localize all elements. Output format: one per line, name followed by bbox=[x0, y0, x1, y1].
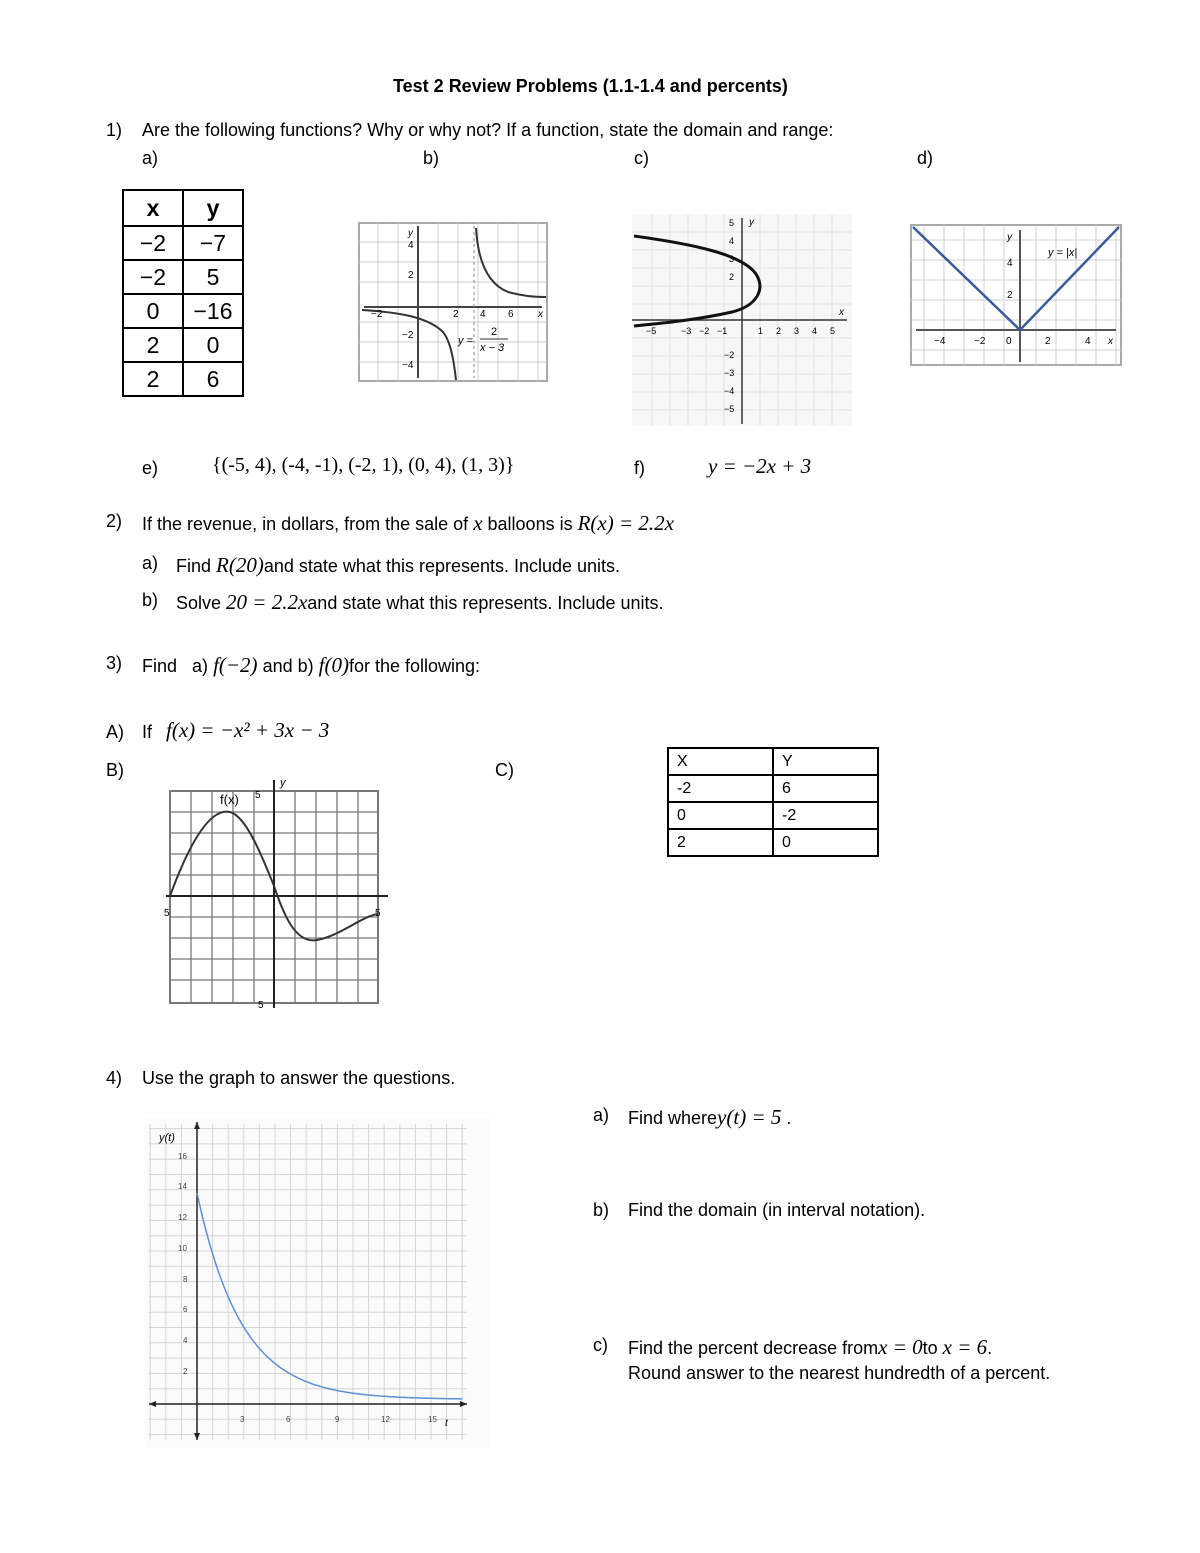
tick-label: 14 bbox=[178, 1182, 187, 1191]
tick-label: −2 bbox=[402, 330, 414, 341]
tick-label: 3 bbox=[729, 254, 735, 264]
tick-label: 4 bbox=[1007, 258, 1013, 269]
q2-prompt bbox=[142, 511, 674, 536]
tick-label: 5 bbox=[729, 218, 735, 228]
q3C-label: C) bbox=[495, 760, 514, 780]
q3A-function: f(x) = −x² + 3x − 3 bbox=[166, 718, 330, 742]
tick-label: 4 bbox=[480, 309, 486, 320]
q1-prompt: Are the following functions? Why or why not? If a function, state the domain and range: bbox=[142, 120, 834, 140]
equation-numerator: 2 bbox=[491, 326, 498, 338]
tick-label: 5 bbox=[255, 790, 261, 801]
tick-label: −4 bbox=[724, 386, 735, 396]
tick-label: 6 bbox=[183, 1305, 188, 1314]
tick-label: 2 bbox=[453, 309, 459, 320]
q4c-pre: Find the percent decrease from bbox=[628, 1338, 879, 1358]
q4c-mid: to bbox=[922, 1338, 938, 1358]
table-header-row bbox=[668, 748, 878, 775]
tick-label: −5 bbox=[646, 326, 657, 336]
tick-label: 0 bbox=[1006, 336, 1012, 347]
q4-prompt: Use the graph to answer the questions. bbox=[142, 1068, 456, 1088]
q1-label-c: c) bbox=[634, 148, 649, 168]
tick-label: 4 bbox=[408, 240, 414, 251]
tick-label: 5 bbox=[830, 326, 836, 336]
tick-label: −3 bbox=[681, 326, 692, 336]
axis-label-x: x bbox=[1108, 336, 1113, 347]
table-cell: 6 bbox=[773, 775, 878, 802]
q1-label-a: a) bbox=[142, 148, 159, 168]
tick-label: 4 bbox=[729, 236, 735, 246]
table-row bbox=[668, 775, 878, 802]
table-cell: 0 bbox=[123, 294, 183, 328]
q4a-label: a) bbox=[593, 1105, 610, 1125]
table-cell: 6 bbox=[183, 362, 243, 396]
tick-label: 2 bbox=[729, 272, 735, 282]
q1c-graph bbox=[632, 214, 852, 426]
q3-a: a) bbox=[192, 656, 209, 676]
q3B-graph bbox=[162, 776, 392, 1012]
axis-label-x: x bbox=[538, 309, 543, 320]
tick-label: 2 bbox=[183, 1367, 188, 1376]
axis-label-y: y bbox=[408, 228, 413, 239]
q4a-math: y(t) = 5 bbox=[717, 1105, 782, 1129]
q1-label-e: e) bbox=[142, 458, 159, 478]
q3-prompt bbox=[142, 653, 480, 678]
table-row bbox=[123, 226, 243, 260]
tick-label: 12 bbox=[381, 1415, 390, 1424]
q1-number: 1) bbox=[106, 120, 123, 140]
table-row bbox=[123, 294, 243, 328]
tick-label: −4 bbox=[934, 336, 946, 347]
table-header: Y bbox=[773, 748, 878, 775]
q1a-table bbox=[122, 189, 244, 397]
table-cell: −2 bbox=[123, 260, 183, 294]
q2a-post: and state what this represents. Include units. bbox=[263, 556, 621, 576]
table-cell: −7 bbox=[183, 226, 243, 260]
q4b-text: Find the domain (in interval notation). bbox=[628, 1200, 926, 1220]
q2-text-pre: If the revenue, in dollars, from the sale of bbox=[142, 514, 469, 534]
tick-label: −2 bbox=[974, 336, 986, 347]
q1-label-b: b) bbox=[423, 148, 440, 168]
q2a-pre: Find bbox=[176, 556, 212, 576]
q2b-text bbox=[176, 590, 664, 615]
q4a-pre: Find where bbox=[628, 1108, 718, 1128]
axis-label-x: t bbox=[445, 1418, 448, 1429]
table-cell: -2 bbox=[773, 802, 878, 829]
tick-label: 4 bbox=[1085, 336, 1091, 347]
tick-label: 2 bbox=[1007, 290, 1013, 301]
q4c-math-2: x = 6 bbox=[942, 1335, 988, 1359]
q2-number: 2) bbox=[106, 511, 123, 531]
q2b-math: 20 = 2.2x bbox=[226, 590, 308, 614]
table-cell: −2 bbox=[123, 226, 183, 260]
q1-label-d: d) bbox=[917, 148, 934, 168]
table-header: X bbox=[668, 748, 773, 775]
tick-label: 5 bbox=[164, 908, 170, 919]
tick-label: 9 bbox=[335, 1415, 340, 1424]
q3A-label: A) bbox=[106, 722, 124, 742]
axis-label-y: y bbox=[749, 217, 754, 228]
q4c-math-1: x = 0 bbox=[878, 1335, 923, 1359]
q4c-text bbox=[628, 1335, 992, 1360]
q2b-pre: Solve bbox=[176, 593, 222, 613]
tick-label: 16 bbox=[178, 1152, 187, 1161]
axis-label-y: y bbox=[1007, 232, 1012, 243]
table-cell: −16 bbox=[183, 294, 243, 328]
table-cell: 0 bbox=[668, 802, 773, 829]
q2b-post: and state what this represents. Include units. bbox=[307, 593, 664, 613]
tick-label: −5 bbox=[724, 404, 735, 414]
tick-label: 2 bbox=[408, 270, 414, 281]
tick-label: 3 bbox=[240, 1415, 245, 1424]
q4b-label: b) bbox=[593, 1200, 610, 1220]
table-cell: 0 bbox=[183, 328, 243, 362]
q4c-line2: Round answer to the nearest hundredth of a percent. bbox=[628, 1363, 1051, 1383]
axis-label-y: y bbox=[280, 777, 286, 789]
q4-graph bbox=[145, 1118, 490, 1448]
tick-label: 5 bbox=[258, 1000, 264, 1011]
tick-label: 2 bbox=[776, 326, 782, 336]
equation-denominator: x − 3 bbox=[480, 342, 505, 354]
q1b-graph bbox=[358, 222, 548, 382]
tick-label: −4 bbox=[402, 360, 414, 371]
q4a-post: . bbox=[786, 1108, 792, 1128]
q1e-set: {(-5, 4), (-4, -1), (-2, 1), (0, 4), (1, 3)} bbox=[212, 454, 515, 476]
page-title: Test 2 Review Problems (1.1-1.4 and percents) bbox=[393, 76, 788, 96]
q3-post: for the following: bbox=[348, 656, 481, 676]
tick-label: 6 bbox=[286, 1415, 291, 1424]
q3-number: 3) bbox=[106, 653, 123, 673]
table-cell: -2 bbox=[668, 775, 773, 802]
table-cell: 0 bbox=[773, 829, 878, 856]
tick-label: −1 bbox=[717, 326, 728, 336]
q2-var: x bbox=[473, 511, 483, 535]
q3A-if: If bbox=[142, 722, 153, 742]
tick-label: 1 bbox=[758, 326, 764, 336]
table-row bbox=[668, 802, 878, 829]
tick-label: 8 bbox=[183, 1275, 188, 1284]
table-cell: 2 bbox=[123, 328, 183, 362]
tick-label: 4 bbox=[812, 326, 818, 336]
q2-text-mid: balloons is bbox=[487, 514, 573, 534]
table-row bbox=[123, 362, 243, 396]
q4a-text bbox=[628, 1105, 791, 1130]
table-row bbox=[123, 328, 243, 362]
tick-label: −2 bbox=[724, 350, 735, 360]
tick-label: 2 bbox=[1045, 336, 1051, 347]
table-header: x bbox=[123, 190, 183, 226]
table-cell: 5 bbox=[183, 260, 243, 294]
q2a-math: R(20) bbox=[216, 553, 264, 577]
q2a-text bbox=[176, 553, 620, 578]
table-cell: 2 bbox=[123, 362, 183, 396]
table-row bbox=[123, 260, 243, 294]
table-cell: 2 bbox=[668, 829, 773, 856]
axis-label-x: x bbox=[839, 307, 844, 318]
axis-label-y: y(t) bbox=[159, 1132, 175, 1144]
q4-number: 4) bbox=[106, 1068, 123, 1088]
q3B-label: B) bbox=[106, 760, 124, 780]
tick-label: 15 bbox=[428, 1415, 437, 1424]
tick-label: −2 bbox=[371, 309, 383, 320]
q4c-label: c) bbox=[593, 1335, 608, 1355]
table-row bbox=[668, 829, 878, 856]
tick-label: 6 bbox=[508, 309, 514, 320]
curve-label: f(x) bbox=[220, 792, 239, 807]
tick-label: 3 bbox=[794, 326, 800, 336]
tick-label: 12 bbox=[178, 1213, 187, 1222]
q2a-label: a) bbox=[142, 553, 159, 573]
q3-fb: f(0) bbox=[318, 653, 349, 677]
table-header-row bbox=[123, 190, 243, 226]
tick-label: −2 bbox=[699, 326, 710, 336]
tick-label: 5 bbox=[375, 908, 381, 919]
q3-and-b: and b) bbox=[262, 656, 314, 676]
q2b-label: b) bbox=[142, 590, 159, 610]
q1f-equation: y = −2x + 3 bbox=[708, 454, 812, 478]
q3-fa: f(−2) bbox=[213, 653, 258, 677]
tick-label: 10 bbox=[178, 1244, 187, 1253]
tick-label: 4 bbox=[183, 1336, 188, 1345]
q4c-post: . bbox=[987, 1338, 993, 1358]
q3C-table bbox=[667, 747, 879, 857]
equation-lhs: y = bbox=[458, 335, 473, 347]
tick-label: −3 bbox=[724, 368, 735, 378]
q1d-graph bbox=[910, 224, 1122, 366]
q3-find: Find bbox=[142, 656, 178, 676]
q2-function: R(x) = 2.2x bbox=[577, 511, 674, 535]
q1-label-f: f) bbox=[634, 458, 645, 478]
table-header: y bbox=[183, 190, 243, 226]
equation-label: y = |x| bbox=[1048, 247, 1078, 259]
